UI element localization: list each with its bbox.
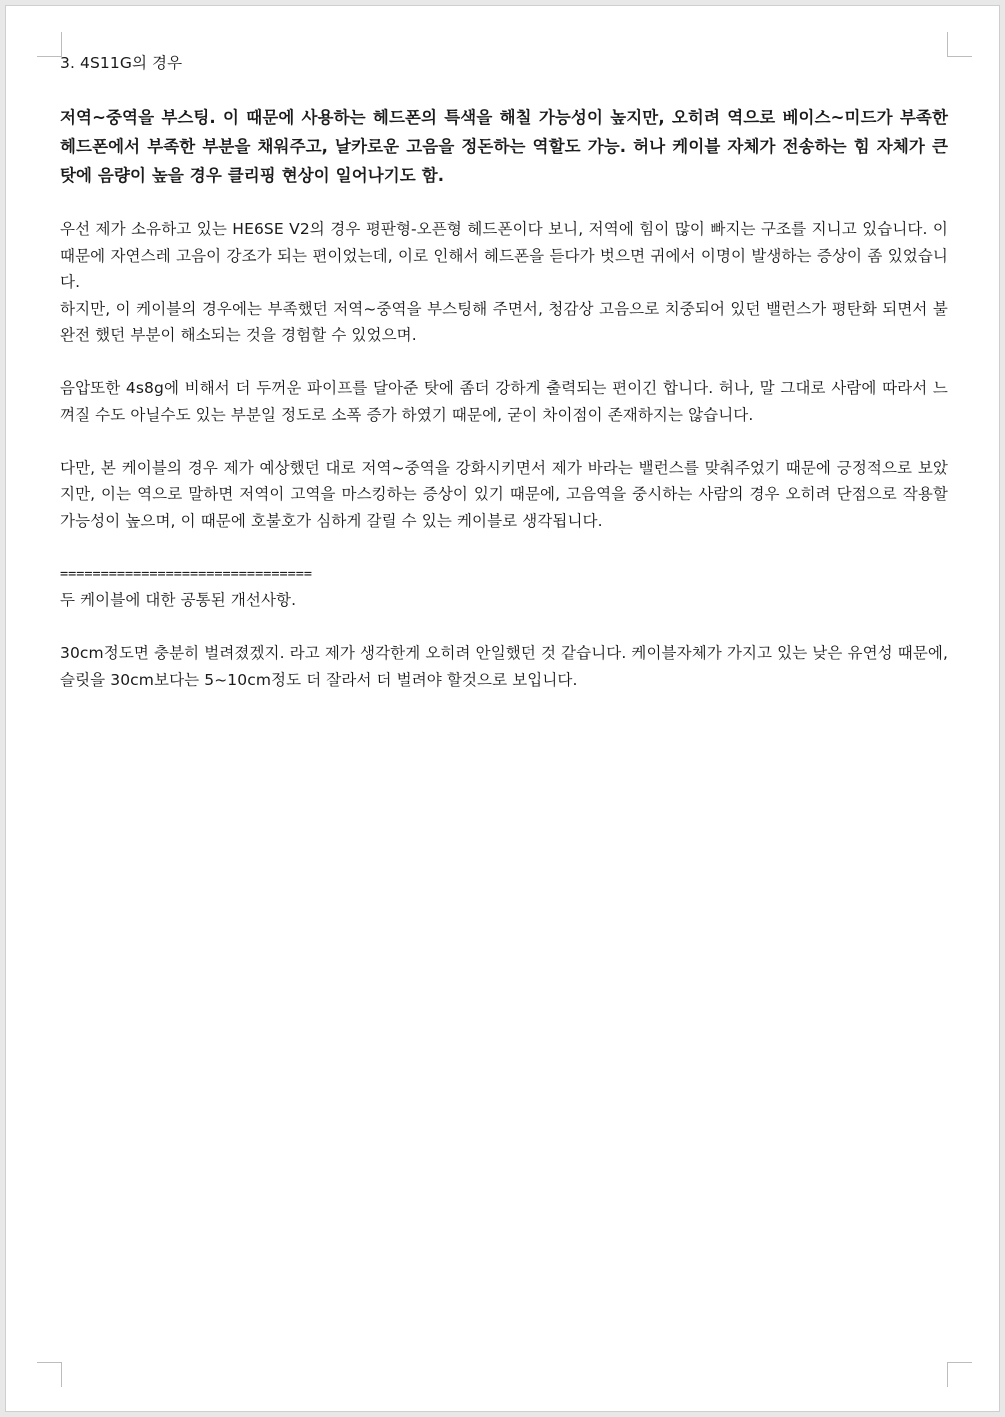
body-paragraph: 30cm정도면 충분히 벌려졌겠지. 라고 제가 생각한게 오히려 안일했던 것 같습니다. 케이블자체가 가지고 있는 낮은 유연성 때문에, 슬릿을 30cm보다는 5~10cm정도 더 잘라서 더 벌려야 할것으로 보입니다. [60, 644, 948, 689]
section-heading: 3. 4S11G의 경우 [60, 54, 183, 72]
body-paragraph: 다만, 본 케이블의 경우 제가 예상했던 대로 저역~중역을 강화시키면서 제가 바라는 밸런스를 맞춰주었기 때문에 긍정적으로 보았지만, 이는 역으로 말하면 저역이 고역을 마스킹하는 증상이 있기 때문에, 고음역을 중시하는 사람의 경우 오히려 단점으로 작용할 가능성이 높으며, 이 때문에 호불호가 심하게 갈릴 수 있는 케이블로 생각됩니다. [60, 458, 948, 530]
summary-paragraph: 저역~중역을 부스팅. 이 때문에 사용하는 헤드폰의 특색을 해칠 가능성이 높지만, 오히려 역으로 베이스~미드가 부족한 헤드폰에서 부족한 부분을 채워주고, 날카로운 고음을 정돈하는 역할도 가능. 허나 케이블 자체가 전송하는 힘 자체가 큰 탓에 음량이 높을 경우 클리핑 현상이 일어나기도 함. [60, 107, 948, 185]
page-corner-mark-top-left [37, 32, 62, 57]
separator-line: =============================== [60, 565, 312, 582]
blank-line [60, 428, 948, 455]
document-page [5, 5, 1000, 1412]
blank-line [60, 190, 948, 217]
body-paragraph: 하지만, 이 케이블의 경우에는 부족했던 저역~중역을 부스팅해 주면서, 청감상 고음으로 치중되어 있던 밸런스가 평탄화 되면서 불완전 했던 부분이 해소되는 것을 경험할 수 있었으며. [60, 299, 948, 344]
blank-line [60, 534, 948, 561]
page-corner-mark-bottom-left [37, 1362, 62, 1387]
subheading: 두 케이블에 대한 공통된 개선사항. [60, 591, 297, 609]
body-paragraph: 우선 제가 소유하고 있는 HE6SE V2의 경우 평판형-오픈형 헤드폰이다 보니, 저역에 힘이 많이 빠지는 구조를 지니고 있습니다. 이 때문에 자연스레 고음이 강조가 되는 편이었는데, 이로 인해서 헤드폰을 듣다가 벗으면 귀에서 이명이 발생하는 증상이 좀 있었습니다. [60, 220, 948, 291]
blank-line [60, 614, 948, 641]
page-corner-mark-top-right [947, 32, 972, 57]
document-body[interactable] [60, 50, 948, 693]
page-corner-mark-bottom-right [947, 1362, 972, 1387]
blank-line [60, 349, 948, 376]
body-paragraph: 음압또한 4s8g에 비해서 더 두꺼운 파이프를 달아준 탓에 좀더 강하게 출력되는 편이긴 합니다. 허나, 말 그대로 사람에 따라서 느껴질 수도 아닐수도 있는 부분일 정도로 소폭 증가 하였기 때문에, 굳이 차이점이 존재하지는 않습니다. [60, 379, 948, 424]
blank-line [60, 76, 948, 103]
